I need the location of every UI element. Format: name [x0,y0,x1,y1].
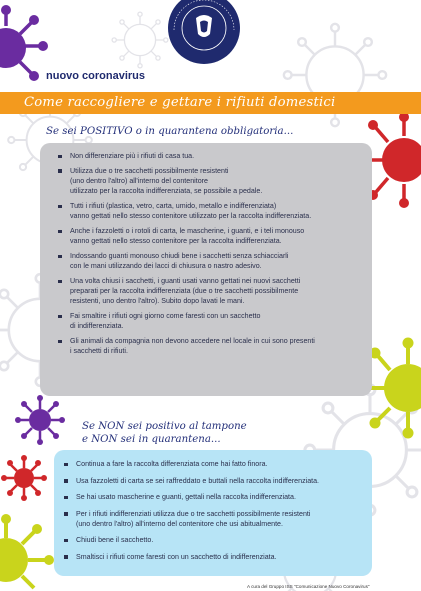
list-item-line: preparati per la raccolta indifferenziata (due o tre sacchetti possibilmente [70,287,299,296]
list-item [56,311,368,331]
purple-virus-icon [0,5,48,81]
section-positive-title: Se sei POSITIVO o in quarantena obbligatoria... [46,126,294,137]
kicker-text: nuovo coronavirus [46,70,146,82]
list-item-line: Indossando guanti monouso chiudi bene i sacchetti senza schiacciarli [70,252,289,260]
list-item [56,226,368,246]
negative-instructions-list [62,459,368,568]
list-item [56,201,368,221]
list-item-line: Chiudi bene il sacchetto. [76,536,154,545]
page-title: Come raccogliere e gettare i rifiuti domestici [24,95,336,110]
list-item-line: Se hai usato mascherine e guanti, gettali nella raccolta indifferenziata. [76,493,296,501]
list-item [62,492,368,502]
list-item [62,476,368,486]
purple-virus-icon [15,395,65,445]
virus-outline-icon [112,12,168,68]
section-negative-title-line1: Se NON sei positivo al tampone [82,421,247,432]
positive-instructions-list [56,151,368,361]
list-item [62,552,368,562]
list-item-line: resistenti, uno dentro l'altro). Subito dopo lavati le mani. [70,297,245,306]
list-item-line: Utilizza due o tre sacchetti possibilmente resistenti [70,166,229,175]
list-item-line: Smaltisci i rifiuti come faresti con un sacchetto di indifferenziata. [76,552,277,561]
list-item [62,459,368,469]
list-item-line: Continua a fare la raccolta differenziata come hai fatto finora. [76,460,268,468]
list-item [56,336,368,356]
list-item-line: Per i rifiuti indifferenziati utilizza due o tre sacchetti possibilmente resistenti [76,509,311,518]
list-item-line: Fai smaltire i rifiuti ogni giorno come faresti con un sacchetto [70,312,261,321]
list-item-line: utilizzato per la raccolta indifferenziata, se possibile a pedale. [70,187,263,196]
list-item-line: vanno gettati nello stesso contenitore utilizzato per la raccolta indifferenziata. [70,212,312,221]
list-item-line: Una volta chiusi i sacchetti, i guanti usati vanno gettati nei nuovi sacchetti [70,277,301,285]
red-virus-icon [1,455,47,501]
list-item-line: Usa fazzoletti di carta se sei raffreddato e buttali nella raccolta indifferenziata. [76,476,320,485]
iss-logo [162,0,246,66]
list-item [62,509,368,529]
yellow-virus-icon [0,514,54,588]
list-item [56,276,368,307]
section-negative-title-line2: e NON sei in quarantena... [82,434,221,445]
list-item [62,535,368,545]
list-item-line: di indifferenziata. [70,322,124,331]
footer-credit: A cura del Gruppo ISS "Comunicazione Nuovo Coronavirus" [247,584,370,589]
list-item-line: Non differenziare più i rifiuti di casa tua. [70,152,195,160]
list-item-line: con le mani utilizzando dei lacci di chiusura o nastro adesivo. [70,262,262,271]
list-item-line: i sacchetti di rifiuti. [70,347,128,356]
list-item-line: (uno dentro l'altro) all'interno del contenitore [70,177,208,185]
list-item-line: Tutti i rifiuti (plastica, vetro, carta, umido, metallo e indifferenziata) [70,202,277,210]
list-item-line: Gli animali da compagnia non devono accedere nel locale in cui sono presenti [70,337,315,346]
list-item-line: Anche i fazzoletti o i rotoli di carta, le mascherine, i guanti, e i teli monouso [70,227,305,235]
list-item [56,151,368,161]
list-item-line: (uno dentro l'altro) all'interno del contenitore che usi abitualmente. [76,519,283,528]
list-item [56,166,368,197]
list-item-line: vanno gettati nello stesso contenitore per la raccolta indifferenziata. [70,237,282,246]
list-item [56,251,368,271]
